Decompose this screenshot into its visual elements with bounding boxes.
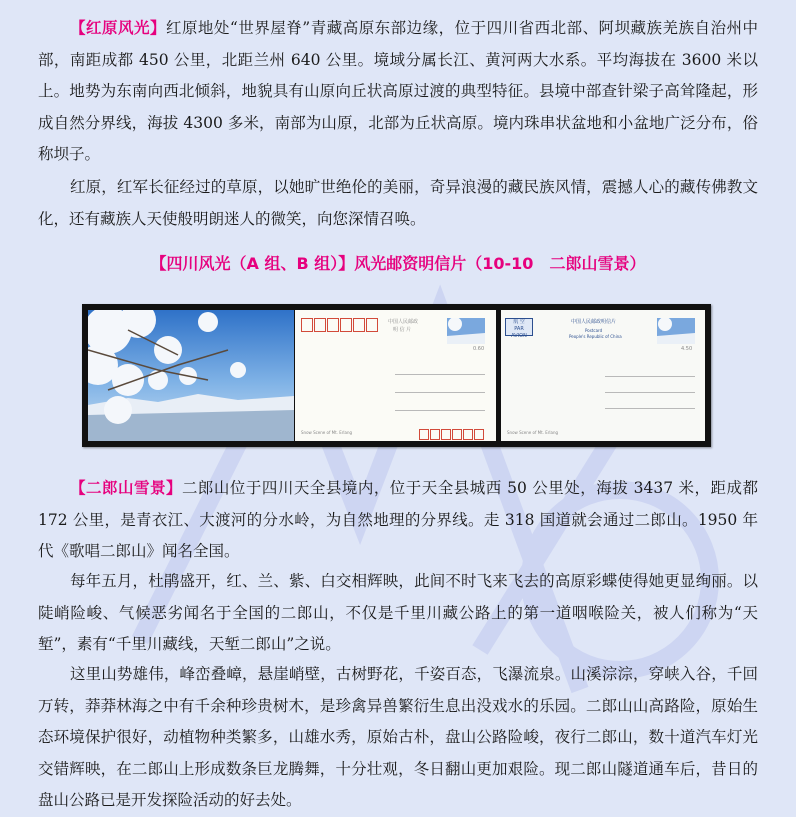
card2-title: 中国人民邮政明信片	[571, 319, 617, 325]
section-title: 【四川风光（A 组、B 组）】风光邮资明信片（10-10 二郎山雪景）	[150, 254, 646, 273]
snow-scene-photo	[88, 310, 294, 441]
address-line	[605, 408, 695, 409]
intro-tag: 【红原风光】	[70, 18, 166, 37]
airmail-label: 航 空 PAR AVION	[505, 318, 533, 336]
intro-paragraph	[38, 12, 758, 171]
card1-title: 中国人民邮政	[388, 319, 419, 325]
body-text-1: 二郎山位于四川天全县境内，位于天全县城西 50 公里处，海拔 3437 米，距成都 172 公里，是青衣江、大渡河的分水岭，为自然地理的分界线。走 318 国道就会通过二郎山。1950 年代《歌唱二郎山》闻名全国。	[38, 479, 758, 560]
card2-postcard-label: Postcard	[585, 328, 603, 333]
card2-value: 4.50	[681, 346, 693, 352]
card1-subtitle: 明 信 片	[393, 327, 412, 333]
body-paragraph-2: 每年五月，杜鹃盛开，红、兰、紫、白交相辉映，此间不时飞来飞去的高原彩蝶使得她更显绚丽。以陡峭险峻、气候恶劣闻名于全国的二郎山，不仅是千里川藏公路上的第一道咽喉险关，被人们称为“天堑”，素有“千里川藏线，天堑二郎山”之说。	[38, 572, 758, 653]
card2-country: People's Republic of China	[569, 334, 622, 339]
card2-caption: Snow Scene of Mt. Erlang	[507, 430, 559, 435]
intro-text: 红原地处“世界屋脊”青藏高原东部边缘，位于四川省西北部、阿坝藏族羌族自治州中部，南距成都 450 公里，北距兰州 640 公里。境域分属长江、黄河两大水系。平均海拔在 3600 米以上。地势为东南向西北倾斜，地貌具有山原向丘状高原过渡的典型特征。县境中部查针梁子高耸隆起，形成自然分界线，海拔 4300 多米，南部为山原，北部为丘状高原。境内珠串状盆地和小盆地广泛分布，俗称坝子。	[38, 19, 758, 163]
body-tag: 【二郎山雪景】	[70, 478, 182, 497]
postcard-domestic	[295, 310, 496, 441]
postcard-airmail	[501, 310, 705, 441]
card2-stamp-image	[657, 318, 695, 344]
address-line	[605, 376, 695, 377]
address-line	[395, 410, 485, 411]
card1-value: 0.60	[473, 346, 485, 352]
intro-paragraph-2: 红原，红军长征经过的草原，以她旷世绝伦的美丽，奇异浪漫的藏民族风情，震撼人心的藏传佛教文化，还有藏族人天使般明朗迷人的微笑，向您深情召唤。	[38, 178, 758, 228]
body-paragraph-3: 这里山势雄伟，峰峦叠嶂，悬崖峭壁，古树野花，千姿百态，飞瀑流泉。山溪淙淙，穿峡入谷，千回万转，莽莽林海之中有千余种珍贵树木，是珍禽异兽繁衍生息出没戏水的乐园。二郎山山高路险，原始生态环境保护很好，动植物种类繁多，山雄水秀，原始古朴，盘山公路险峻，夜行二郎山，数十道汽车灯光交错辉映，在二郎山上形成数条巨龙腾舞，十分壮观，冬日翻山更加艰险。现二郎山隧道通车后，昔日的盘山公路已是开发探险活动的好去处。	[38, 665, 758, 809]
card1-caption: Snow Scene of Mt. Erlang	[301, 430, 353, 435]
address-line	[605, 392, 695, 393]
card1-stamp-image	[447, 318, 485, 344]
postcard-image-strip	[82, 304, 711, 447]
address-line	[395, 392, 485, 393]
address-line	[395, 374, 485, 375]
body-paragraph-1	[38, 472, 758, 568]
